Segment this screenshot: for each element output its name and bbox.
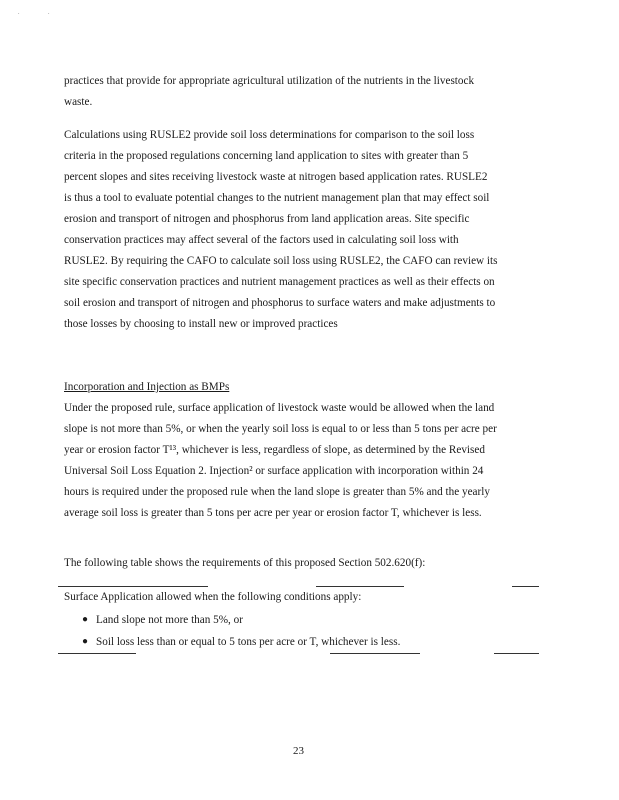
- section-heading: Incorporation and Injection as BMPs: [64, 381, 230, 393]
- text-line: is thus a tool to evaluate potential changes to the nutrient management plan that may effect soil: [64, 192, 490, 204]
- text-line: waste.: [64, 96, 93, 108]
- text-line: RUSLE2. By requiring the CAFO to calculate soil loss using RUSLE2, the CAFO can review its: [64, 255, 498, 267]
- bullet-icon: ●: [82, 636, 89, 647]
- table-rule: [512, 586, 539, 587]
- table-rule: [494, 653, 539, 654]
- table-cell-label: Surface Application allowed when the following conditions apply:: [64, 591, 362, 603]
- text-line: soil erosion and transport of nitrogen and phosphorus to surface waters and make adjustments to: [64, 297, 496, 309]
- text-line: Calculations using RUSLE2 provide soil loss determinations for comparison to the soil loss: [64, 129, 475, 141]
- text-line: practices that provide for appropriate agricultural utilization of the nutrients in the livestock: [64, 75, 475, 87]
- text-line: percent slopes and sites receiving livestock waste at nitrogen based application rates. RUSLE2: [64, 171, 488, 183]
- text-line: those losses by choosing to install new or improved practices: [64, 318, 338, 330]
- bullet-icon: ●: [82, 614, 89, 625]
- text-line: Universal Soil Loss Equation 2. Injection² or surface application with incorporation within 24: [64, 465, 484, 477]
- scan-mark: .: [18, 10, 20, 16]
- list-item: [82, 631, 400, 653]
- text-line: hours is required under the proposed rule when the land slope is greater than 5% and the yearly: [64, 486, 490, 498]
- paragraph-rusle2: [64, 125, 544, 335]
- requirements-list: [82, 609, 400, 653]
- list-item-text: Soil loss less than or equal to 5 tons per acre or T, whichever is less.: [96, 636, 401, 648]
- text-line: site specific conservation practices and nutrient management practices as well as their effects on: [64, 276, 495, 288]
- paragraph-bmps: [64, 377, 544, 524]
- text-line: slope is not more than 5%, or when the yearly soil loss is equal to or less than 5 tons per acre per: [64, 423, 497, 435]
- text-line: Under the proposed rule, surface application of livestock waste would be allowed when the land: [64, 402, 495, 414]
- text-line: criteria in the proposed regulations concerning land application to sites with greater than 5: [64, 150, 469, 162]
- table-rule: [58, 653, 136, 654]
- scan-mark: .: [48, 10, 50, 16]
- list-item: [82, 609, 400, 631]
- text-line: conservation practices may affect several of the factors used in calculating soil loss with: [64, 234, 459, 246]
- table-rule: [330, 653, 420, 654]
- text-line: The following table shows the requirements of this proposed Section 502.620(f):: [64, 557, 426, 569]
- text-line: year or erosion factor T¹³, whichever is less, regardless of slope, as determined by the Revised: [64, 444, 485, 456]
- text-line: erosion and transport of nitrogen and phosphorus from land application areas. Site specific: [64, 213, 470, 225]
- list-item-text: Land slope not more than 5%, or: [96, 614, 243, 626]
- text-line: average soil loss is greater than 5 tons per acre per year or erosion factor T, whichever is less.: [64, 507, 482, 519]
- paragraph-continuation: [64, 71, 544, 113]
- page-number: 23: [293, 745, 304, 757]
- paragraph-table-intro: [64, 553, 544, 574]
